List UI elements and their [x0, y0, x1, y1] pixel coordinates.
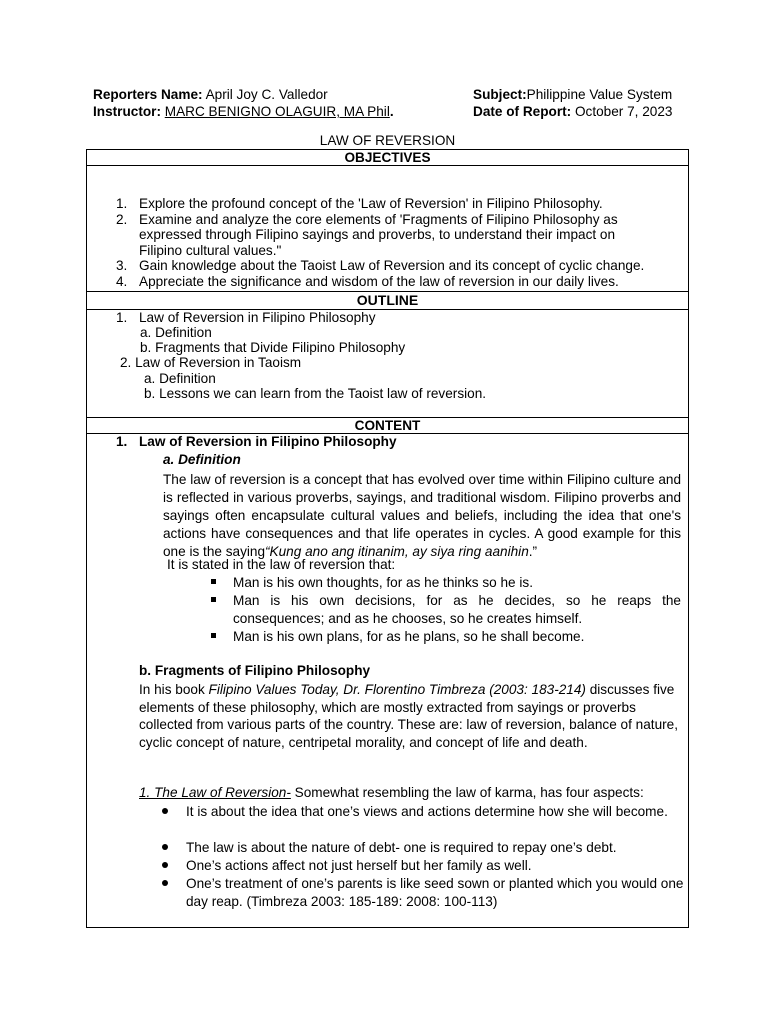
fragments-text-rest: discusses five elements of these philosophy, which are mostly extracted from sayings or proverbs collected from various parts of the country. These are: law of reversion, balance of nature, cyclic concept of nature, centripetal morality, and concept of life and death. — [139, 682, 678, 751]
reporters-label: Reporters Name: — [93, 87, 203, 102]
reversion-point: Man is his own thoughts, for as he thinks so he is. — [233, 575, 533, 590]
objectives-section — [87, 166, 688, 291]
content-section — [87, 434, 688, 926]
outline-item-1b: b. Fragments that Divide Filipino Philosophy — [140, 340, 406, 355]
dot-bullet-icon — [162, 862, 168, 868]
fragments-paragraph — [139, 681, 681, 752]
objective-number: 4. — [116, 273, 128, 289]
law-of-reversion-desc: Somewhat resembling the law of karma, has four aspects: — [290, 785, 644, 800]
objective-number: 1. — [116, 196, 128, 211]
outline-heading: OUTLINE — [87, 291, 688, 310]
law-of-reversion-line — [139, 785, 644, 800]
definition-title: a. Definition — [163, 452, 241, 467]
outline-section — [87, 310, 688, 417]
report-table — [86, 149, 689, 928]
content-section-number: 1. — [116, 434, 128, 449]
aspect-item: The law is about the nature of debt- one is required to repay one’s debt. — [186, 840, 617, 855]
date-value: October 7, 2023 — [571, 104, 673, 119]
stated-line: It is stated in the law of reversion that: — [167, 557, 396, 572]
aspect-item: One’s treatment of one’s parents is like seed sown or planted which you would one day reap. (Timbreza 2003: 185-189: 2008: 100-113) — [186, 876, 684, 909]
objective-text: Examine and analyze the core elements of 'Fragments of Filipino Philosophy as expressed through Filipino sayings and proverbs, to understand their impact on Filipino cultural values." — [139, 211, 618, 258]
fragments-text-start: In his book — [139, 682, 209, 697]
date-label: Date of Report: — [473, 104, 572, 119]
outline-item-1: Law of Reversion in Filipino Philosophy — [139, 310, 376, 325]
outline-item-1a: a. Definition — [140, 325, 212, 340]
square-bullet-icon — [211, 633, 216, 638]
subject-label: Subject: — [473, 87, 527, 102]
instructor-value: MARC BENIGNO OLAGUIR, MA Phil — [164, 104, 390, 119]
reporters-value: April Joy C. Valledor — [202, 87, 328, 102]
subject-value: Philippine Value System — [526, 87, 673, 102]
instructor-period: . — [389, 104, 394, 119]
outline-item-2: 2. Law of Reversion in Taoism — [120, 355, 302, 370]
square-bullet-icon — [211, 597, 216, 602]
definition-quote: “Kung ano ang itinanim, ay siya ring aanihin — [265, 544, 529, 559]
objective-text: Gain knowledge about the Taoist Law of Reversion and its concept of cyclic change. — [139, 258, 645, 273]
aspect-item: One’s actions affect not just herself but her family as well. — [186, 858, 532, 873]
content-section-title: Law of Reversion in Filipino Philosophy — [139, 434, 397, 449]
subject-line — [473, 86, 683, 103]
objective-item — [116, 212, 656, 259]
outline-item-2b: b. Lessons we can learn from the Taoist law of reversion. — [144, 386, 487, 401]
date-line — [473, 103, 683, 120]
report-header — [93, 86, 683, 120]
definition-text: The law of reversion is a concept that has evolved over time within Filipino culture and is reflected in various proverbs, sayings, and traditional wisdom. Filipino proverbs and sayings often encapsulate cultural values and beliefs, including the idea that one's actions have consequences and that life operates in cycles. A good example for this one is the saying — [163, 472, 681, 559]
outline-item-1-number: 1. — [116, 310, 128, 325]
dot-bullet-icon — [162, 808, 168, 814]
content-heading: CONTENT — [87, 417, 688, 434]
dot-bullet-icon — [162, 880, 168, 886]
objective-item — [116, 274, 656, 290]
law-of-reversion-title: 1. The Law of Reversion- — [139, 785, 291, 800]
objective-text: Explore the profound concept of the 'Law of Reversion' in Filipino Philosophy. — [139, 196, 603, 211]
objective-number: 3. — [116, 258, 128, 273]
objective-text: Appreciate the significance and wisdom of the law of reversion in our daily lives. — [139, 273, 619, 289]
instructor-line — [93, 103, 463, 120]
objective-number: 2. — [116, 211, 128, 227]
fragments-book-citation: Filipino Values Today, Dr. Florentino Timbreza (2003: 183-214) — [208, 682, 586, 697]
reversion-point: Man is his own decisions, for as he decides, so he reaps the consequences; and as he chooses, so he creates himself. — [233, 593, 681, 626]
objectives-list — [116, 196, 656, 289]
fragments-title: b. Fragments of Filipino Philosophy — [139, 663, 371, 678]
square-bullet-icon — [211, 579, 216, 584]
objective-item — [116, 258, 656, 274]
aspect-item: It is about the idea that one’s views and actions determine how she will become. — [186, 804, 668, 819]
dot-bullet-icon — [162, 844, 168, 850]
document-title: LAW OF REVERSION — [319, 133, 456, 148]
definition-quote-end: .” — [528, 544, 538, 559]
objective-item — [116, 196, 656, 212]
reversion-point: Man is his own plans, for as he plans, so he shall become. — [233, 629, 585, 644]
objectives-heading: OBJECTIVES — [87, 150, 688, 166]
reporter-line — [93, 86, 463, 103]
definition-paragraph — [163, 471, 681, 561]
outline-item-2a: a. Definition — [144, 371, 216, 386]
instructor-label: Instructor: — [93, 104, 165, 119]
